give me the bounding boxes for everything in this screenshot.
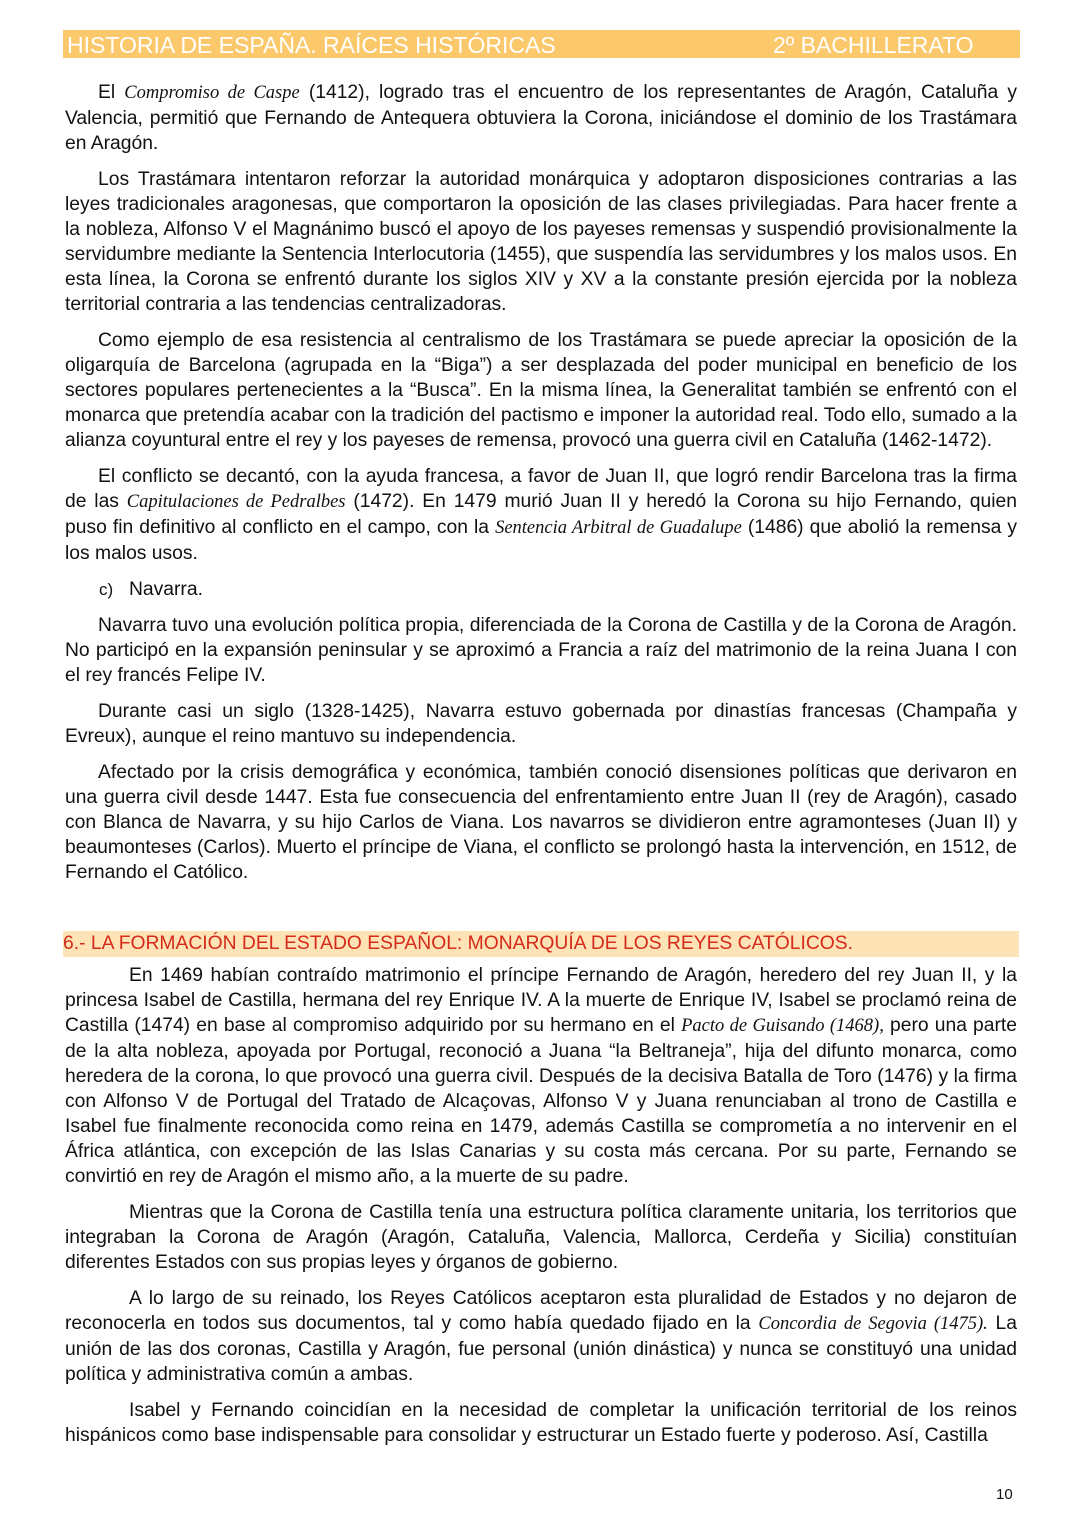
paragraph-reyes-3: A lo largo de su reinado, los Reyes Católicos aceptaron esta pluralidad de Estados y no dejaron de reconocerla en todos sus documentos, tal y como había quedado fijado en la Concordia de Segovia (1475). La unión de las dos coronas, Castilla y Aragón, fue personal (unión dinástica) y nunca se constituyó una unidad política y administrativa común a ambas. [65,1288,1017,1385]
paragraph-trastamara: Los Trastámara intentaron reforzar la autoridad monárquica y adoptaron disposiciones contrarias a las leyes tradicionales aragonesas, que comportaron la oposición de las clases privilegiadas. Para hacer frente a la nobleza, Alfonso V el Magnánimo buscó el apoyo de los payeses remensas y suspendió provisionalmente la servidumbre mediante la Sentencia Interlocutoria (1455), que suspendía las servidumbres y los malos usos. En esta línea, la Corona se enfrentó durante los siglos XIV y XV a la constante presión ejercida por la nobleza territorial contraria a las tendencias centralizadoras. [65,169,1017,315]
page-header [63,30,1020,58]
paragraph-navarra-2: Durante casi un siglo (1328-1425), Navarra estuvo gobernada por dinastías francesas (Champaña y Evreux), aunque el reino mantuvo su independencia. [65,701,1017,747]
header-level: 2º BACHILLERATO [773,32,974,58]
subheading-letter: c) [99,580,114,599]
italic-term: Pacto de Guisando (1468), [681,1016,884,1036]
paragraph-navarra-3: Afectado por la crisis demográfica y económica, también conoció disensiones políticas que derivaron en una guerra civil desde 1447. Esta fue consecuencia del enfrentamiento entre Juan II (rey de Aragón), casado con Blanca de Navarra, y su hijo Carlos de Viana. Los navarros se dividieron entre agramonteses (Juan II) y beaumonteses (Carlos). Muerto el príncipe de Viana, el conflicto se prolongó hasta la intervención, en 1512, de Fernando el Católico. [65,762,1017,883]
italic-term: Sentencia Arbitral de Guadalupe [495,518,742,538]
paragraph-barcelona: Como ejemplo de esa resistencia al centralismo de los Trastámara se puede apreciar la oposición de la oligarquía de Barcelona (agrupada en la “Biga”) a ser desplazada del poder municipal en beneficio de los sectores populares pertenecientes a la “Busca”. En la misma línea, la Generalitat también se enfrentó con el monarca que pretendía acabar con la tradición del pactismo e imponer la autoridad real. Todo ello, sumado a la alianza coyuntural entre el rey y los payeses de remensa, provocó una guerra civil en Cataluña (1462-1472). [65,330,1017,451]
subheading-navarra [99,577,1017,602]
document-body [65,80,1017,1459]
paragraph-caspe: El Compromiso de Caspe (1412), logrado tras el encuentro de los representantes de Aragón, Cataluña y Valencia, permitió que Fernando de Antequera obtuviera la Corona, iniciándose el dominio de los Trastámara en Aragón. [65,82,1017,154]
paragraph-reyes-4: Isabel y Fernando coincidían en la necesidad de completar la unificación territorial de los reinos hispánicos como base indispensable para consolidar y estructurar un Estado fuerte y poderoso. Así, Castilla [65,1400,1017,1446]
page-number: 10 [996,1486,1013,1503]
header-course-title: HISTORIA DE ESPAÑA. RAÍCES HISTÓRICAS [67,32,556,58]
paragraph-reyes-2: Mientras que la Corona de Castilla tenía una estructura política claramente unitaria, los territorios que integraban la Corona de Aragón (Aragón, Cataluña, Valencia, Mallorca, Cerdeña y Sicilia) constituían diferentes Estados con sus propias leyes y órganos de gobierno. [65,1202,1017,1273]
italic-term: Compromiso de Caspe [124,83,300,103]
paragraph-navarra-1: Navarra tuvo una evolución política propia, diferenciada de la Corona de Castilla y de la Corona de Aragón. No participó en la expansión peninsular y se aproximó a Francia a raíz del matrimonio de la reina Juana I con el rey francés Felipe IV. [65,615,1017,686]
paragraph-conflict: El conflicto se decantó, con la ayuda francesa, a favor de Juan II, que logró rendir Barcelona tras la firma de las Capitulaciones de Pedralbes (1472). En 1479 murió Juan II y heredó la Corona su hijo Fernando, quien puso fin definitivo al conflicto en el campo, con la Sentencia Arbitral de Guadalupe (1486) que abolió la remensa y los malos usos. [65,466,1018,564]
italic-term: Concordia de Segovia (1475). [758,1314,988,1334]
subheading-text: Navarra. [129,579,203,600]
paragraph-reyes-1: En 1469 habían contraído matrimonio el príncipe Fernando de Aragón, heredero del rey Juan II, y la princesa Isabel de Castilla, hermana del rey Enrique IV. A la muerte de Enrique IV, Isabel se proclamó reina de Castilla (1474) en base al compromiso adquirido por su hermano en el Pacto de Guisando (1468), pero una parte de la alta nobleza, apoyada por Portugal, reconoció a Juana “la Beltraneja”, hija del difunto monarca, como heredera de la corona, lo que provocó una guerra civil. Después de la decisiva Batalla de Toro (1476) y la firma con Alfonso V de Portugal del Tratado de Alcaçovas, Alfonso V y Juana renunciaban al trono de Castilla e Isabel fue finalmente reconocida como reina en 1479, además Castilla se comprometía a no intervenir en el África atlántica, con excepción de las Islas Canarias y su costa más cercana. Por su parte, Fernando se convirtió en rey de Aragón el mismo año, a la muerte de su padre. [65,965,1018,1187]
italic-term: Capitulaciones de Pedralbes [126,492,346,512]
section-heading: 6.- LA FORMACIÓN DEL ESTADO ESPAÑOL: MONARQUÍA DE LOS REYES CATÓLICOS. [63,931,1019,957]
